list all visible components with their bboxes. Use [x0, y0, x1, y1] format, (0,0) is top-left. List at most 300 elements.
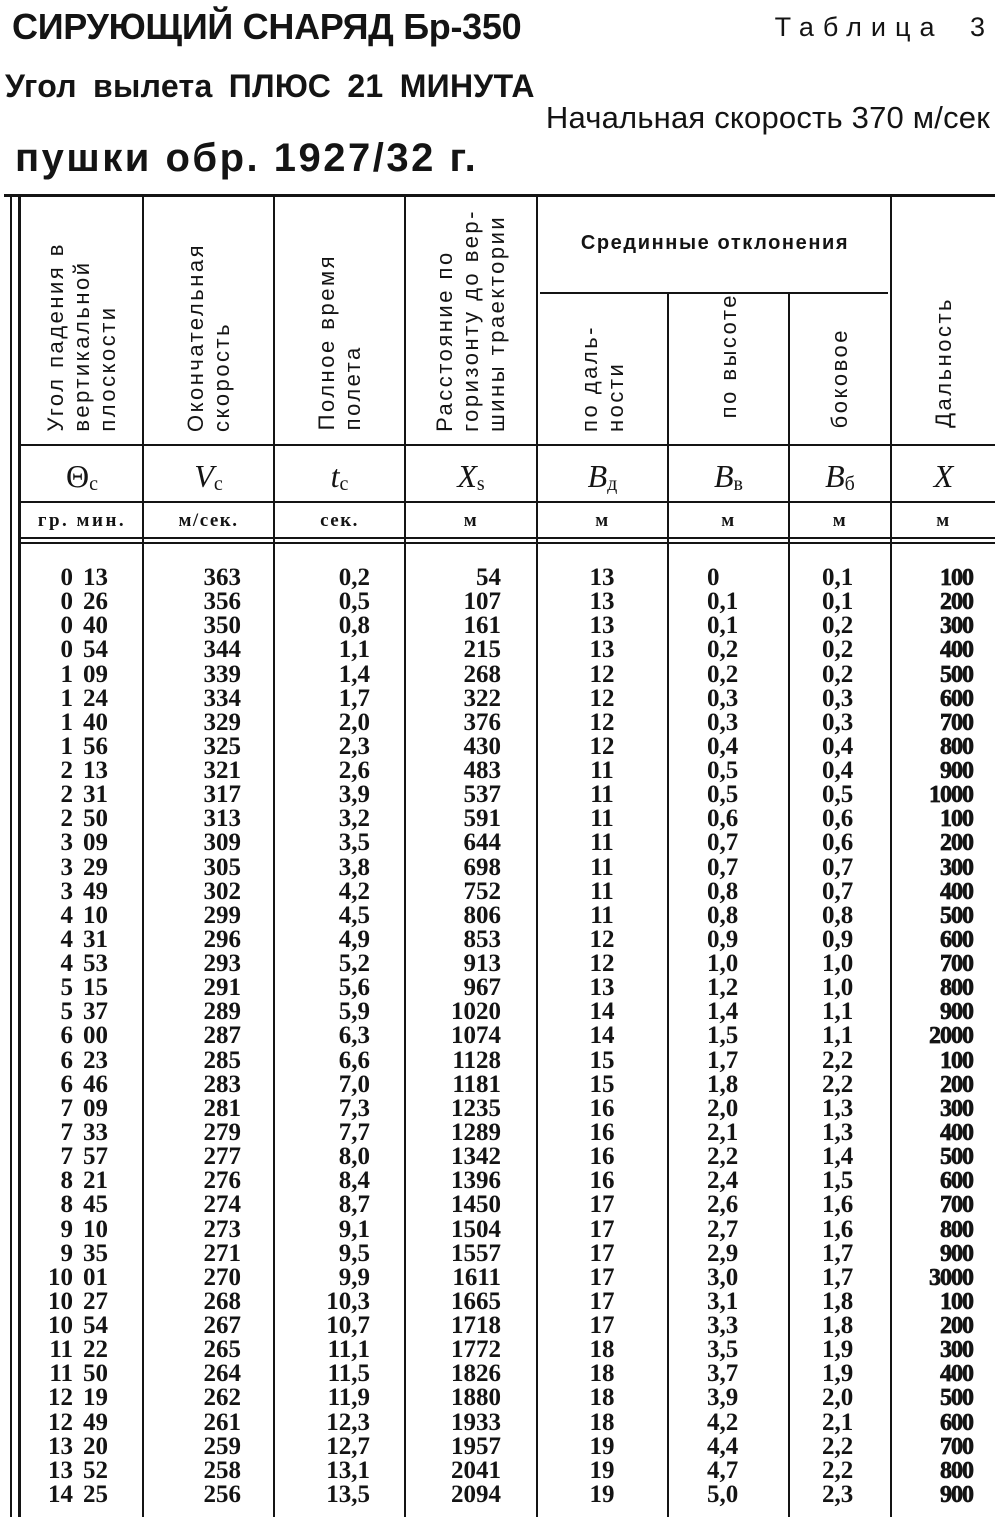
- cell-summit-distance: 1772: [451, 1336, 501, 1364]
- cell-deviation-lateral: 1,5: [822, 1167, 854, 1195]
- header-line: по даль-: [576, 325, 602, 432]
- cell-deviation-lateral: 0,2: [822, 612, 854, 640]
- table-row: [0, 1287, 1000, 1315]
- cell-deviation-height: 0,1: [707, 612, 739, 640]
- cell-summit-distance: 161: [463, 612, 501, 640]
- symbol-rule: [20, 501, 995, 503]
- header-line: ности: [602, 361, 628, 432]
- cell-fall-angle-degrees: 7: [60, 1118, 73, 1146]
- table-row: [0, 660, 1000, 688]
- header-summit-distance: [406, 200, 536, 432]
- cell-flight-time: 0,8: [338, 612, 370, 640]
- table-row: [0, 590, 1000, 614]
- cell-deviation-height: 0,6: [707, 805, 739, 833]
- header-final-velocity: [144, 200, 273, 432]
- cell-range: 900: [940, 999, 973, 1026]
- cell-deviation-lateral: 1,9: [822, 1336, 854, 1364]
- cell-deviation-height: 0,5: [707, 781, 739, 809]
- cell-fall-angle-degrees: 6: [60, 1022, 73, 1050]
- cell-final-velocity: 325: [203, 732, 241, 760]
- symbol-main: X: [933, 458, 954, 494]
- table-row: [0, 708, 1000, 736]
- cell-deviation-range: 13: [589, 588, 615, 616]
- cell-deviation-lateral: 0,7: [822, 877, 854, 905]
- cell-flight-time: 5,9: [338, 998, 370, 1026]
- cell-fall-angle-minutes: 26: [83, 588, 108, 616]
- cell-summit-distance: 54: [476, 564, 501, 591]
- cell-fall-angle-minutes: 54: [83, 636, 108, 664]
- cell-flight-time: 9,9: [338, 1263, 370, 1291]
- cell-deviation-range: 19: [589, 1456, 615, 1484]
- cell-deviation-lateral: 0,1: [822, 588, 854, 616]
- cell-fall-angle-degrees: 5: [60, 974, 73, 1002]
- cell-deviation-range: 17: [589, 1312, 615, 1340]
- cell-deviation-height: 2,2: [707, 1143, 739, 1171]
- cell-flight-time: 7,7: [338, 1118, 370, 1146]
- cell-deviation-lateral: 1,4: [822, 1143, 854, 1171]
- cell-deviation-height: 1,8: [707, 1070, 739, 1098]
- header-text: [716, 293, 742, 418]
- cell-final-velocity: 321: [203, 757, 241, 785]
- cell-deviation-lateral: 0,6: [822, 829, 854, 857]
- cell-deviation-lateral: 1,8: [822, 1287, 854, 1315]
- cell-deviation-height: 3,5: [707, 1336, 739, 1364]
- cell-summit-distance: 752: [463, 877, 501, 905]
- table-row: [0, 1362, 1000, 1386]
- cell-deviation-lateral: 0,1: [822, 564, 854, 591]
- cell-range: 100: [940, 565, 973, 591]
- cell-flight-time: 11,5: [327, 1360, 370, 1388]
- cell-fall-angle-minutes: 22: [83, 1336, 108, 1364]
- cell-flight-time: 1,7: [338, 684, 370, 712]
- cell-fall-angle-degrees: 8: [60, 1167, 73, 1195]
- cell-range: 500: [940, 1385, 973, 1412]
- cell-deviation-lateral: 1,1: [822, 1022, 854, 1050]
- cell-flight-time: 6,3: [338, 1022, 370, 1050]
- table-row: [0, 783, 1000, 807]
- header-text: [432, 209, 510, 432]
- table-row: [0, 1169, 1000, 1193]
- cell-final-velocity: 279: [203, 1118, 241, 1146]
- table-top-border: [4, 194, 995, 197]
- cell-deviation-lateral: 0,8: [822, 901, 854, 929]
- table-row: [0, 759, 1000, 783]
- cell-fall-angle-degrees: 10: [48, 1312, 73, 1340]
- cell-deviation-range: 16: [589, 1167, 615, 1195]
- table-row: [0, 976, 1000, 1000]
- cell-flight-time: 3,5: [338, 829, 370, 857]
- cell-deviation-lateral: 0,2: [822, 636, 854, 664]
- symbol-summit-distance: [406, 452, 536, 500]
- cell-deviation-range: 17: [589, 1215, 615, 1243]
- cell-range: 100: [940, 806, 973, 833]
- cell-deviation-range: 16: [589, 1094, 615, 1122]
- cell-deviation-height: 2,0: [707, 1094, 739, 1122]
- cell-deviation-height: 2,1: [707, 1118, 739, 1146]
- gun-model-label: пушки обр. 1927/32 г.: [15, 136, 479, 180]
- cell-final-velocity: 264: [203, 1360, 241, 1388]
- cell-summit-distance: 1718: [451, 1312, 501, 1340]
- cell-fall-angle-minutes: 29: [83, 853, 108, 881]
- header-deviation-height: [669, 292, 788, 418]
- cell-deviation-height: 2,9: [707, 1239, 739, 1267]
- cell-final-velocity: 329: [203, 708, 241, 736]
- header-text: [931, 297, 957, 428]
- cell-summit-distance: 1557: [451, 1239, 501, 1267]
- cell-fall-angle-degrees: 10: [48, 1263, 73, 1291]
- header-line: Окончательная: [182, 242, 208, 432]
- cell-final-velocity: 274: [203, 1191, 241, 1219]
- table-row: [0, 1263, 1000, 1291]
- cell-deviation-height: 3,0: [707, 1263, 739, 1291]
- cell-flight-time: 7,0: [338, 1070, 370, 1098]
- cell-fall-angle-minutes: 09: [83, 829, 108, 857]
- cell-deviation-height: 4,2: [707, 1408, 739, 1436]
- cell-deviation-lateral: 1,7: [822, 1239, 854, 1267]
- cell-deviation-range: 17: [589, 1191, 615, 1219]
- cell-flight-time: 1,1: [338, 636, 370, 664]
- cell-deviation-height: 0,5: [707, 757, 739, 785]
- cell-final-velocity: 287: [203, 1022, 241, 1050]
- cell-final-velocity: 256: [203, 1480, 241, 1508]
- table-row: [0, 901, 1000, 929]
- cell-deviation-lateral: 0,3: [822, 708, 854, 736]
- cell-final-velocity: 285: [203, 1046, 241, 1074]
- document-title: СИРУЮЩИЙ СНАРЯД Бр-350: [12, 6, 522, 47]
- cell-flight-time: 11,9: [327, 1384, 370, 1412]
- cell-deviation-height: 0,2: [707, 660, 739, 688]
- table-row: [0, 1480, 1000, 1508]
- cell-summit-distance: 913: [463, 950, 501, 978]
- cell-summit-distance: 1933: [451, 1408, 501, 1436]
- header-line: боковое: [827, 327, 852, 428]
- cell-deviation-range: 14: [589, 1022, 615, 1050]
- table-row: [0, 566, 1000, 590]
- cell-range: 300: [940, 854, 973, 881]
- table-row: [0, 614, 1000, 638]
- symbol-main: В: [714, 458, 734, 494]
- cell-range: 600: [940, 1168, 973, 1195]
- symbol-deviation-height: [669, 452, 788, 500]
- cell-deviation-lateral: 1,0: [822, 950, 854, 978]
- cell-final-velocity: 296: [203, 925, 241, 953]
- cell-deviation-height: 2,4: [707, 1167, 739, 1195]
- header-fall-angle: [22, 200, 142, 432]
- symbol-main: В: [825, 458, 845, 494]
- cell-range: 400: [940, 637, 973, 664]
- cell-fall-angle-minutes: 19: [83, 1384, 108, 1412]
- symbol-subscript: д: [607, 473, 618, 495]
- cell-flight-time: 10,3: [326, 1287, 370, 1315]
- cell-deviation-lateral: 1,1: [822, 998, 854, 1026]
- cell-fall-angle-minutes: 27: [83, 1287, 108, 1315]
- cell-range: 3000: [929, 1264, 973, 1291]
- cell-summit-distance: 806: [463, 901, 501, 929]
- cell-fall-angle-minutes: 54: [83, 1312, 108, 1340]
- cell-summit-distance: 1957: [451, 1432, 501, 1460]
- cell-fall-angle-degrees: 3: [60, 877, 73, 905]
- table-row: [0, 1046, 1000, 1074]
- cell-range: 400: [940, 1361, 973, 1388]
- cell-fall-angle-degrees: 3: [60, 853, 73, 881]
- cell-fall-angle-degrees: 7: [60, 1143, 73, 1171]
- table-row: [0, 638, 1000, 662]
- cell-fall-angle-degrees: 4: [60, 925, 73, 953]
- cell-fall-angle-degrees: 0: [60, 588, 73, 616]
- cell-flight-time: 3,2: [338, 805, 370, 833]
- table-row: [0, 1094, 1000, 1122]
- cell-deviation-range: 11: [590, 901, 614, 929]
- header-line: по высоте: [715, 292, 741, 418]
- header-range: [892, 200, 995, 428]
- cell-fall-angle-minutes: 56: [83, 732, 108, 760]
- cell-fall-angle-degrees: 8: [60, 1191, 73, 1219]
- table-row: [0, 1338, 1000, 1362]
- cell-fall-angle-minutes: 01: [83, 1263, 108, 1291]
- table-row: [0, 1456, 1000, 1484]
- cell-deviation-height: 3,9: [707, 1384, 739, 1412]
- cell-fall-angle-minutes: 45: [83, 1191, 108, 1219]
- cell-summit-distance: 1128: [452, 1046, 501, 1074]
- cell-deviation-range: 12: [589, 684, 615, 712]
- cell-deviation-lateral: 0,9: [822, 925, 854, 953]
- symbol-range: [892, 452, 995, 500]
- cell-range: 300: [940, 1095, 973, 1122]
- cell-flight-time: 8,7: [338, 1191, 370, 1219]
- cell-deviation-range: 11: [590, 805, 614, 833]
- cell-deviation-range: 13: [589, 974, 615, 1002]
- cell-flight-time: 7,3: [338, 1094, 370, 1122]
- cell-summit-distance: 1880: [451, 1384, 501, 1412]
- cell-fall-angle-degrees: 4: [60, 950, 73, 978]
- cell-deviation-lateral: 0,7: [822, 853, 854, 881]
- cell-summit-distance: 107: [463, 588, 501, 616]
- cell-fall-angle-minutes: 13: [83, 564, 108, 591]
- cell-fall-angle-minutes: 52: [83, 1456, 108, 1484]
- cell-deviation-height: 2,7: [707, 1215, 739, 1243]
- cell-range: 800: [940, 1216, 973, 1243]
- cell-final-velocity: 305: [203, 853, 241, 881]
- symbol-main: X: [457, 458, 477, 494]
- cell-final-velocity: 265: [203, 1336, 241, 1364]
- cell-deviation-lateral: 1,9: [822, 1360, 854, 1388]
- cell-deviation-height: 3,1: [707, 1287, 739, 1315]
- cell-deviation-height: 5,0: [707, 1480, 739, 1508]
- header-flight-time: [275, 200, 404, 430]
- cell-fall-angle-minutes: 50: [83, 1360, 108, 1388]
- cell-fall-angle-minutes: 10: [83, 901, 108, 929]
- cell-deviation-range: 11: [590, 877, 614, 905]
- cell-deviation-range: 18: [589, 1408, 615, 1436]
- cell-flight-time: 2,3: [338, 732, 370, 760]
- cell-deviation-height: 0,7: [707, 853, 739, 881]
- cell-flight-time: 8,4: [338, 1167, 370, 1195]
- cell-deviation-lateral: 1,3: [822, 1094, 854, 1122]
- cell-deviation-height: 3,3: [707, 1312, 739, 1340]
- cell-fall-angle-minutes: 20: [83, 1432, 108, 1460]
- cell-summit-distance: 376: [463, 708, 501, 736]
- cell-range: 600: [940, 926, 973, 953]
- cell-deviation-lateral: 0,6: [822, 805, 854, 833]
- cell-fall-angle-degrees: 12: [48, 1408, 73, 1436]
- cell-deviation-lateral: 1,6: [822, 1191, 854, 1219]
- cell-range: 100: [940, 1047, 973, 1074]
- cell-deviation-lateral: 2,0: [822, 1384, 854, 1412]
- cell-deviation-height: 1,4: [707, 998, 739, 1026]
- cell-fall-angle-degrees: 1: [60, 732, 73, 760]
- symbol-final-velocity: [144, 452, 273, 500]
- cell-summit-distance: 537: [463, 781, 501, 809]
- cell-summit-distance: 1235: [451, 1094, 501, 1122]
- cell-deviation-lateral: 2,1: [822, 1408, 854, 1436]
- cell-fall-angle-degrees: 0: [60, 612, 73, 640]
- cell-range: 900: [940, 1240, 973, 1267]
- cell-flight-time: 0,5: [338, 588, 370, 616]
- cell-fall-angle-degrees: 13: [48, 1432, 73, 1460]
- cell-summit-distance: 1342: [451, 1143, 501, 1171]
- header-text: [577, 325, 629, 432]
- cell-flight-time: 13,1: [326, 1456, 370, 1484]
- cell-fall-angle-minutes: 25: [83, 1480, 108, 1508]
- cell-summit-distance: 1289: [451, 1118, 501, 1146]
- cell-deviation-range: 11: [590, 757, 614, 785]
- cell-deviation-lateral: 1,3: [822, 1118, 854, 1146]
- cell-flight-time: 0,2: [338, 564, 370, 591]
- cell-final-velocity: 273: [203, 1215, 241, 1243]
- cell-deviation-height: 0,8: [707, 877, 739, 905]
- table-row: [0, 1314, 1000, 1338]
- cell-fall-angle-degrees: 9: [60, 1239, 73, 1267]
- cell-flight-time: 12,7: [326, 1432, 370, 1460]
- cell-flight-time: 3,8: [338, 853, 370, 881]
- table-row: [0, 1000, 1000, 1024]
- cell-deviation-range: 13: [589, 636, 615, 664]
- cell-summit-distance: 2094: [451, 1480, 501, 1508]
- header-text: [314, 254, 366, 430]
- header-deviation-range: [538, 298, 667, 432]
- cell-flight-time: 4,9: [338, 925, 370, 953]
- cell-fall-angle-minutes: 57: [83, 1143, 108, 1171]
- cell-summit-distance: 967: [463, 974, 501, 1002]
- header-line: Расстояние по: [432, 250, 457, 432]
- table-row: [0, 952, 1000, 976]
- cell-flight-time: 2,6: [338, 757, 370, 785]
- cell-flight-time: 6,6: [338, 1046, 370, 1074]
- cell-fall-angle-minutes: 09: [83, 660, 108, 688]
- cell-fall-angle-minutes: 33: [83, 1118, 108, 1146]
- cell-deviation-lateral: 1,7: [822, 1263, 854, 1291]
- cell-fall-angle-minutes: 21: [83, 1167, 108, 1195]
- cell-deviation-height: 0,2: [707, 636, 739, 664]
- header-line: Полное время: [313, 253, 339, 430]
- cell-fall-angle-minutes: 40: [83, 708, 108, 736]
- symbol-subscript: c: [213, 473, 223, 495]
- cell-fall-angle-degrees: 6: [60, 1046, 73, 1074]
- cell-final-velocity: 299: [203, 901, 241, 929]
- header-line: Угол падения в: [43, 242, 68, 432]
- cell-deviation-range: 17: [589, 1263, 615, 1291]
- cell-summit-distance: 322: [463, 684, 501, 712]
- cell-deviation-range: 18: [589, 1384, 615, 1412]
- header-text: [827, 328, 853, 428]
- cell-deviation-range: 13: [589, 564, 615, 591]
- cell-summit-distance: 1504: [451, 1215, 501, 1243]
- cell-final-velocity: 268: [203, 1287, 241, 1315]
- cell-deviation-lateral: 1,6: [822, 1215, 854, 1243]
- cell-flight-time: 5,6: [338, 974, 370, 1002]
- cell-range: 500: [940, 902, 973, 929]
- cell-final-velocity: 271: [203, 1239, 241, 1267]
- cell-final-velocity: 291: [203, 974, 241, 1002]
- symbol-subscript: в: [733, 473, 743, 495]
- cell-deviation-height: 1,5: [707, 1022, 739, 1050]
- table-row: [0, 1408, 1000, 1436]
- header-text: [43, 242, 121, 432]
- unit-deviation-range: м: [595, 510, 610, 531]
- cell-deviation-range: 12: [589, 660, 615, 688]
- cell-flight-time: 5,2: [338, 950, 370, 978]
- header-median-deviations: Срединные отклонения: [580, 232, 850, 254]
- table-row: [0, 1215, 1000, 1243]
- cell-final-velocity: 262: [203, 1384, 241, 1412]
- cell-deviation-height: 1,7: [707, 1046, 739, 1074]
- cell-fall-angle-degrees: 13: [48, 1456, 73, 1484]
- cell-fall-angle-minutes: 37: [83, 998, 108, 1026]
- cell-deviation-range: 11: [590, 853, 614, 881]
- symbol-main: t: [330, 458, 340, 494]
- table-row: [0, 831, 1000, 855]
- cell-final-velocity: 267: [203, 1312, 241, 1340]
- cell-final-velocity: 259: [203, 1432, 241, 1460]
- cell-deviation-height: 0,3: [707, 684, 739, 712]
- header-line: Дальность: [930, 297, 956, 428]
- table-row: [0, 1070, 1000, 1098]
- cell-deviation-range: 12: [589, 708, 615, 736]
- table-row: [0, 1239, 1000, 1267]
- cell-fall-angle-degrees: 7: [60, 1094, 73, 1122]
- cell-flight-time: 4,2: [338, 877, 370, 905]
- cell-fall-angle-minutes: 50: [83, 805, 108, 833]
- header-rule: [20, 444, 995, 446]
- cell-summit-distance: 215: [463, 636, 501, 664]
- symbol-main: Θ: [66, 458, 90, 494]
- cell-deviation-range: 18: [589, 1360, 615, 1388]
- cell-deviation-range: 12: [589, 732, 615, 760]
- unit-fall-angle: гр. мин.: [37, 510, 127, 531]
- cell-range: 600: [940, 685, 973, 712]
- table-row: [0, 732, 1000, 760]
- cell-range: 800: [940, 733, 973, 760]
- cell-fall-angle-minutes: 46: [83, 1070, 108, 1098]
- symbol-subscript: s: [476, 473, 485, 495]
- unit-deviation-lateral: м: [832, 510, 848, 531]
- cell-final-velocity: 289: [203, 998, 241, 1026]
- cell-fall-angle-minutes: 24: [83, 684, 108, 712]
- cell-deviation-range: 17: [589, 1287, 615, 1315]
- cell-fall-angle-degrees: 2: [60, 757, 73, 785]
- cell-final-velocity: 261: [203, 1408, 241, 1436]
- initial-velocity-label: Начальная скорость 370 м/сек: [545, 100, 990, 135]
- cell-summit-distance: 1450: [451, 1191, 501, 1219]
- table-row: [0, 1024, 1000, 1048]
- cell-final-velocity: 276: [203, 1167, 241, 1195]
- cell-deviation-lateral: 0,4: [822, 757, 854, 785]
- cell-deviation-height: 2,6: [707, 1191, 739, 1219]
- cell-flight-time: 9,5: [338, 1239, 370, 1267]
- cell-deviation-range: 12: [589, 925, 615, 953]
- header-text: [183, 243, 235, 432]
- cell-summit-distance: 1074: [451, 1022, 501, 1050]
